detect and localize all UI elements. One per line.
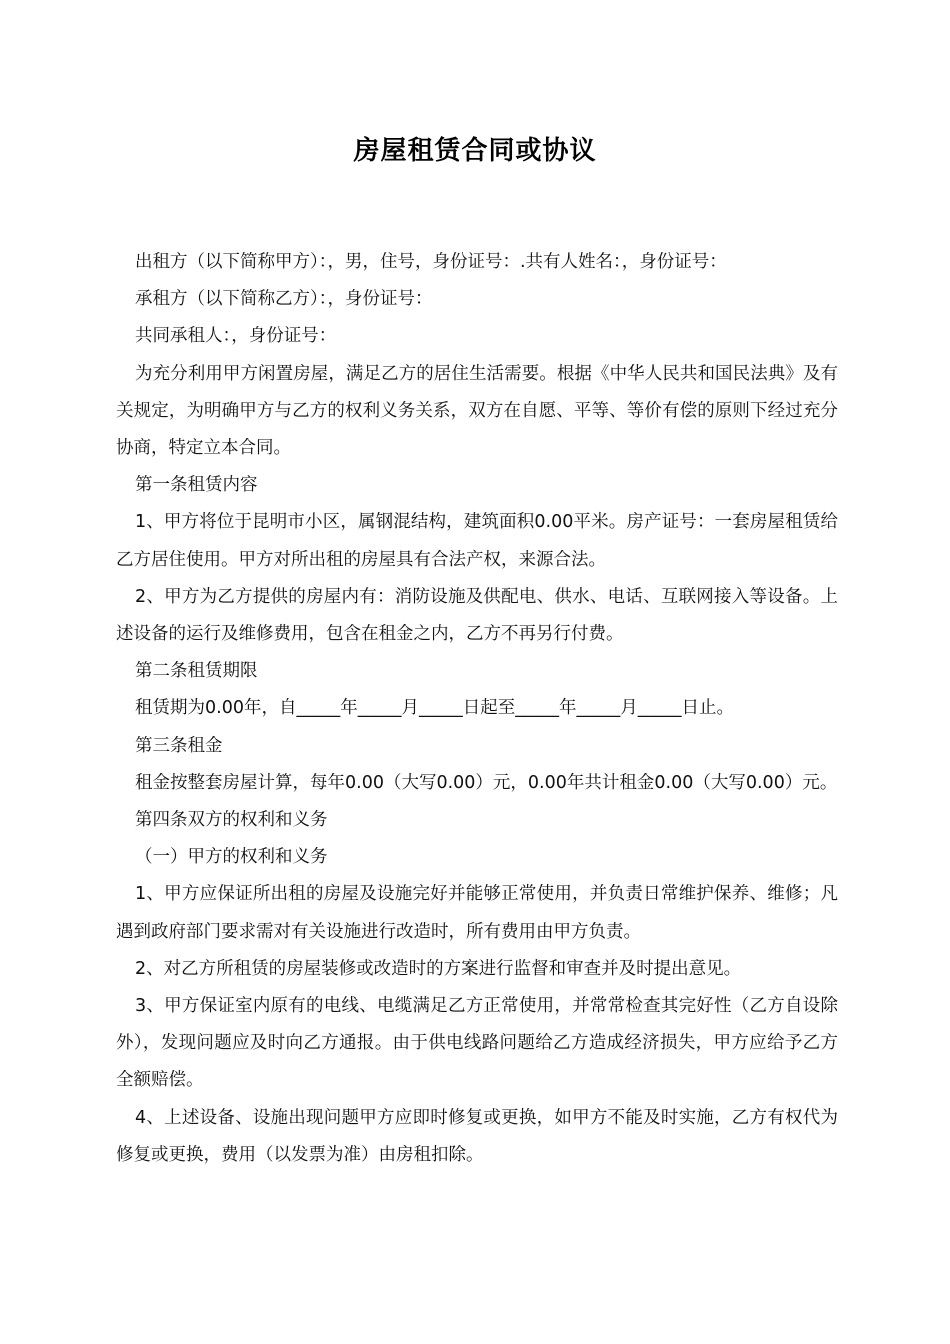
rent-paragraph: 租金按整套房屋计算，每年0.00（大写0.00）元，0.00年共计租金0.00（大写0.00）元。 — [135, 772, 838, 793]
lessor-line: 出租方（以下简称甲方）：，男，住号，身份证号：.共有人姓名：，身份证号： — [135, 252, 727, 272]
article-1-clause-2: 2、甲方为乙方提供的房屋内有：消防设施及供配电、供水、电话、互联网接入等设备。上述设备的运行及维修费用，包含在租金之内，乙方不再另行付费。 — [116, 586, 838, 645]
article-1-heading: 第一条租赁内容 — [135, 475, 258, 496]
party-a-clause-4: 4、上述设备、设施出现问题甲方应即时修复或更换，如甲方不能及时实施，乙方有权代为修复或更换，费用（以发票为准）由房租扣除。 — [116, 1107, 838, 1165]
party-a-subheading: （一）甲方的权利和义务 — [135, 847, 328, 868]
party-a-clause-3: 3、甲方保证室内原有的电线、电缆满足乙方正常使用，并常常检查其完好性（乙方自设除外），发现问题应及时向乙方通报。由于供电线路问题给乙方造成经济损失，甲方应给予乙方全额赔偿。 — [116, 996, 838, 1091]
document-title: 房屋租赁合同或协议 — [353, 136, 597, 166]
party-a-clause-2: 2、对乙方所租赁的房屋装修或改造时的方案进行监督和审查并及时提出意见。 — [135, 958, 742, 979]
lease-term-line: 租赁期为0.00年，自_____年_____月_____日起至_____年_____月_____日止。 — [135, 698, 734, 719]
article-1-clause-1: 1、甲方将位于昆明市小区，属钢混结构，建筑面积0.00平米。房产证号：一套房屋租赁给乙方居住使用。甲方对所出租的房屋具有合法产权，来源合法。 — [116, 512, 838, 570]
party-a-clause-1: 1、甲方应保证所出租的房屋及设施完好并能够正常使用，并负责日常维护保养、维修；凡遇到政府部门要求需对有关设施进行改造时，所有费用由甲方负责。 — [116, 884, 838, 942]
lessee-line: 承租方（以下简称乙方）：，身份证号： — [135, 289, 433, 310]
document-body — [116, 244, 838, 1174]
co-lessee-line: 共同承租人：，身份证号： — [135, 326, 337, 347]
article-4-heading: 第四条双方的权利和义务 — [135, 810, 328, 831]
article-2-heading: 第二条租赁期限 — [135, 661, 258, 682]
article-3-heading: 第三条租金 — [135, 735, 223, 756]
preamble-paragraph: 为充分利用甲方闲置房屋，满足乙方的居住生活需要。根据《中华人民共和国民法典》及有关规定，为明确甲方与乙方的权利义务关系，双方在自愿、平等、等价有偿的原则下经过充分协商，特定立本合同。 — [116, 363, 838, 459]
